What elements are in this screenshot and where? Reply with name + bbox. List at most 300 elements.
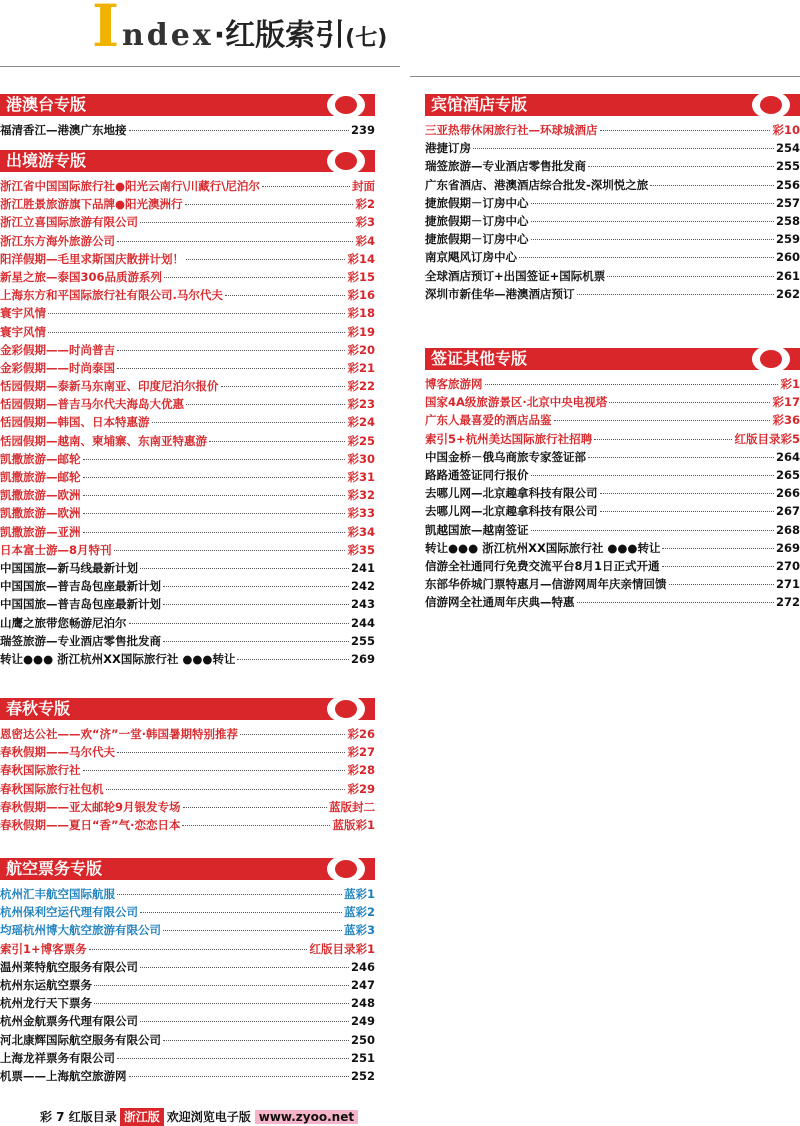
section-header [0,150,375,172]
entry-title: 凯撒旅游—欧洲 [0,506,81,521]
entry-title: 索引5+杭州美达国际旅行社招聘 [425,431,593,446]
red-dot-icon [760,96,782,114]
index-entry[interactable] [425,593,800,611]
dot-leader [600,511,774,512]
entry-title: 信游网全社通周年庆典—特惠 [425,595,575,610]
circle-icon [327,91,365,119]
entry-page: 彩16 [347,288,375,303]
entry-page: 262 [775,286,800,301]
entry-title: 凯撒旅游—邮轮 [0,470,81,484]
entry-page: 红版目录彩1 [309,941,375,956]
entry-title: 深圳市新佳华—港澳酒店预订 [425,286,575,301]
title-volume: (七) [345,26,388,51]
dot-leader [94,1003,349,1004]
entry-title: 转让●●● 浙江杭州XX国际旅行社 ●●●转让 [0,651,236,666]
title-dot: · [213,18,226,53]
entry-title: 南京飓风订房中心 [425,250,517,265]
entry-page: 250 [350,1032,375,1047]
index-entry[interactable] [0,903,375,921]
title-english: ndex [122,18,214,53]
entry-title: 凯越国旅—越南签证 [425,522,529,537]
entry-page: 彩20 [347,342,375,357]
index-entry[interactable] [425,502,800,520]
entry-title: 捷旅假期－订房中心 [425,195,529,210]
entry-page: 272 [775,595,800,610]
entry-title: 上海龙祥票务有限公司 [0,1050,115,1065]
dot-leader [237,659,349,660]
entry-title: 东部华侨城门票特惠月—信游网周年庆亲情回馈 [425,577,667,592]
entry-page: 蓝彩2 [343,905,375,920]
index-entry[interactable] [0,121,375,139]
entry-page: 彩23 [347,397,375,412]
index-entry[interactable] [0,614,375,632]
dot-leader [669,584,774,585]
entry-page: 彩15 [347,269,375,284]
header-rule-left [0,66,400,67]
entry-title: 浙江省中国国际旅行社●阳光云南行\川藏行\尼泊尔 [0,179,260,193]
dot-leader [588,457,774,458]
index-entry[interactable] [425,375,800,393]
entry-page: 彩28 [347,763,375,778]
entry-title: 凯撒旅游—欧洲 [0,488,81,503]
index-entry[interactable] [425,267,800,285]
entry-page: 彩25 [347,433,375,448]
dot-leader [117,894,342,895]
dot-leader [117,368,345,369]
entry-page: 247 [350,977,375,992]
index-entry[interactable] [0,559,375,577]
index-entry[interactable] [425,285,800,303]
dot-leader [140,222,353,223]
index-entry[interactable] [0,1012,375,1030]
dot-leader [140,912,342,913]
entry-page: 彩21 [347,360,375,375]
index-entry[interactable] [0,468,375,486]
entry-title: 恩密达公社——欢“济”一堂·韩国暑期特别推荐 [0,727,238,741]
index-entry[interactable] [425,466,800,484]
entry-page: 265 [775,467,800,482]
header-rule-right [410,76,800,77]
entry-page: 251 [350,1050,375,1065]
index-entry[interactable] [0,268,375,286]
index-entry[interactable] [425,230,800,248]
entry-page: 彩35 [347,542,375,557]
entry-title: 浙江胜景旅游旗下品牌●阳光澳洲行 [0,197,183,212]
footer-site-link[interactable]: www.zyoo.net [255,1110,358,1124]
entry-title: 恬园假期—普吉马尔代夫海岛大优惠 [0,397,184,412]
entry-page: 彩2 [355,197,375,212]
index-entry[interactable] [0,976,375,994]
entry-page: 239 [350,123,375,137]
section-title: 签证其他专版 [431,349,528,368]
dot-leader [262,186,350,187]
entry-page: 彩34 [347,524,375,539]
entry-page: 266 [775,486,800,501]
section-chunqiu [0,698,375,834]
index-entry[interactable] [425,539,800,557]
entry-page: 彩24 [347,415,375,430]
entry-page: 蓝版彩1 [332,817,375,832]
index-entry[interactable] [0,523,375,541]
dot-leader [83,770,346,771]
entry-page: 蓝彩3 [343,923,375,938]
red-dot-icon [335,96,357,114]
index-entry[interactable] [0,780,375,798]
dot-leader [519,257,774,258]
index-entry[interactable] [0,940,375,958]
entry-page: 259 [775,232,800,247]
section-qianzheng [425,348,800,611]
entry-page: 彩10 [772,123,800,137]
entry-title: 阳洋假期—毛里求斯国庆散拼计划！ [0,251,184,266]
entry-page: 268 [775,522,800,537]
entry-title: 信游全社通同行免费交流平台8月1日正式开通 [425,558,660,573]
entry-title: 广东人最喜爱的酒店品鉴 [425,413,552,428]
red-dot-icon [335,860,357,878]
index-entry[interactable] [425,557,800,575]
entry-title: 新星之旅—泰国306品质游系列 [0,269,163,284]
dot-leader [182,825,330,826]
entry-title: 瑞签旅游—专业酒店零售批发商 [425,159,586,174]
entry-title: 港捷订房 [425,141,471,156]
entry-title: 瑞签旅游—专业酒店零售批发商 [0,633,161,648]
dot-leader [48,332,345,333]
dot-leader [83,513,346,514]
dot-leader [140,568,349,569]
index-entry[interactable] [425,575,800,593]
entry-title: 凯撒旅游—邮轮 [0,451,81,466]
section-header [0,94,375,116]
index-entry[interactable] [0,413,375,431]
entry-page: 257 [775,195,800,210]
entry-page: 269 [350,651,375,666]
entry-title: 杭州保利空运代理有限公司 [0,905,138,920]
section-title: 出境游专版 [6,151,87,170]
dot-leader [83,477,346,478]
index-entry[interactable] [0,450,375,468]
page-title [122,18,387,57]
entry-page: 彩36 [772,413,800,428]
entry-title: 金彩假期——时尚泰国 [0,360,115,375]
red-dot-icon [335,152,357,170]
index-entry[interactable] [425,194,800,212]
index-entry[interactable] [0,885,375,903]
dot-leader [129,130,349,131]
index-entry[interactable] [0,377,375,395]
entry-title: 杭州汇丰航空国际航服 [0,887,115,901]
entry-title: 三亚热带休闲旅行社—环球城酒店 [425,123,598,137]
circle-icon [752,91,790,119]
entry-title: 福清香江—港澳广东地接 [0,123,127,137]
section-binguan [425,94,800,303]
entry-page: 蓝彩1 [343,887,375,901]
entry-page: 267 [775,504,800,519]
dot-leader [83,495,346,496]
dot-leader [607,276,774,277]
entry-title: 杭州金航票务代理有限公司 [0,1014,138,1029]
index-entry[interactable] [425,212,800,230]
index-entry[interactable] [0,761,375,779]
index-entry[interactable] [0,1067,375,1085]
index-entry[interactable] [0,504,375,522]
entry-title: 日本富士游—8月特刊 [0,542,112,557]
entry-page: 彩26 [347,727,375,741]
index-entry[interactable] [0,341,375,359]
section-header [0,858,375,880]
section-title: 春秋专版 [6,699,71,718]
entry-page: 彩18 [347,306,375,321]
circle-icon [752,345,790,373]
entry-page: 彩29 [347,781,375,796]
dot-leader [531,221,774,222]
entry-page: 彩31 [347,470,375,484]
red-dot-icon [760,350,782,368]
entry-page: 彩14 [347,251,375,266]
index-entry[interactable] [0,486,375,504]
index-entry[interactable] [0,359,375,377]
index-entry[interactable] [425,521,800,539]
entry-title: 捷旅假期－订房中心 [425,213,529,228]
entry-title: 春秋国际旅行社 [0,763,81,778]
index-entry[interactable] [0,1049,375,1067]
entry-page: 252 [350,1068,375,1083]
dot-leader [106,789,346,790]
entry-page: 彩3 [355,215,375,230]
dot-leader [163,586,349,587]
entry-title: 转让●●● 浙江杭州XX国际旅行社 ●●●转让 [425,540,661,555]
dot-leader [662,548,774,549]
entry-page: 彩1 [780,377,800,391]
entry-title: 凯撒旅游—亚洲 [0,524,81,539]
dot-leader [163,1040,349,1041]
dot-leader [577,294,774,295]
circle-icon [327,855,365,883]
entry-title: 均瑶杭州博大航空旅游有限公司 [0,923,161,938]
index-entry[interactable] [0,213,375,231]
index-entry[interactable] [0,577,375,595]
entry-title: 上海东方和平国际旅行社有限公司.马尔代夫 [0,288,223,303]
entry-page: 彩22 [347,379,375,394]
entry-page: 271 [775,577,800,592]
dot-leader [89,949,308,950]
index-entry[interactable] [0,650,375,668]
entry-page: 261 [775,268,800,283]
entry-page: 244 [350,615,375,630]
entry-title: 全球酒店预订+出国签证+国际机票 [425,268,606,283]
entry-page: 彩19 [347,324,375,339]
dot-leader [662,566,774,567]
section-header [0,698,375,720]
entry-title: 去哪儿网—北京趣拿科技有限公司 [425,504,598,519]
entry-title: 中国金桥－俄乌商旅专家签证部 [425,449,586,464]
entry-page: 256 [775,177,800,192]
entry-title: 国家4A级旅游景区·北京中央电视塔 [425,395,608,410]
dot-leader [588,166,774,167]
entry-page: 彩33 [347,506,375,521]
section-gangaotai [0,94,375,139]
index-entry[interactable] [425,393,800,411]
dot-leader [531,203,774,204]
entry-title: 恬园假期—越南、柬埔寨、东南亚特惠游 [0,433,207,448]
entry-title: 寰宇风情 [0,324,46,339]
index-entry[interactable] [425,139,800,157]
entry-page: 封面 [352,179,375,193]
index-entry[interactable] [425,484,800,502]
dot-leader [531,475,774,476]
dot-leader [117,752,345,753]
entry-page: 255 [350,633,375,648]
dot-leader [531,239,774,240]
entry-title: 浙江东方海外旅游公司 [0,233,115,248]
section-chujing [0,150,375,668]
entry-title: 中国国旅—新马线最新计划 [0,560,138,575]
dot-leader [164,277,345,278]
index-entry[interactable] [0,632,375,650]
section-header [425,94,800,116]
dot-leader [577,602,774,603]
entry-page: 260 [775,250,800,265]
index-entry[interactable] [425,448,800,466]
section-hangkong [0,858,375,1085]
entry-page: 彩30 [347,451,375,466]
dot-leader [152,422,346,423]
entry-page: 242 [350,579,375,594]
entry-title: 春秋国际旅行社包机 [0,781,104,796]
index-entry[interactable] [425,121,800,139]
index-entry[interactable] [425,157,800,175]
index-entry[interactable] [0,1031,375,1049]
dot-leader [117,241,353,242]
entry-page: 彩17 [772,395,800,410]
index-entry[interactable] [0,725,375,743]
index-entry[interactable] [0,304,375,322]
entry-page: 蓝版封二 [329,799,375,814]
index-entry[interactable] [0,994,375,1012]
dot-leader [600,493,774,494]
index-entry[interactable] [0,286,375,304]
index-entry[interactable] [0,921,375,939]
entry-title: 恬园假期—韩国、日本特惠游 [0,415,150,430]
dot-leader [114,550,346,551]
dot-leader [117,1058,349,1059]
entry-title: 去哪儿网—北京趣拿科技有限公司 [425,486,598,501]
entry-title: 杭州东运航空票务 [0,977,92,992]
entry-title: 路路通签证同行报价 [425,467,529,482]
entry-title: 恬园假期—泰新马东南亚、印度尼泊尔报价 [0,379,219,394]
index-entry[interactable] [0,177,375,195]
entry-title: 中国国旅—普吉岛包座最新计划 [0,579,161,594]
dot-leader [83,532,346,533]
dot-leader [117,350,345,351]
section-title: 宾馆酒店专版 [431,95,528,114]
footer-edition-tag: 浙江版 [120,1108,164,1126]
dot-leader [186,404,345,405]
dot-leader [209,441,345,442]
entry-page: 255 [775,159,800,174]
index-entry[interactable] [425,430,800,448]
index-entry[interactable] [0,232,375,250]
dot-leader [600,130,771,131]
entry-title: 温州莱特航空服务有限公司 [0,959,138,974]
entry-title: 寰宇风情 [0,306,46,321]
entry-title: 浙江立喜国际旅游有限公司 [0,215,138,230]
dot-leader [129,1076,349,1077]
dot-leader [531,530,774,531]
entry-title: 索引1+博客票务 [0,941,87,956]
entry-page: 彩4 [355,233,375,248]
index-entry[interactable] [0,395,375,413]
entry-title: 杭州龙行天下票务 [0,996,92,1011]
footer-invite: 欢迎浏览电子版 [166,1110,251,1124]
index-entry[interactable] [0,816,375,834]
dot-leader [163,930,342,931]
dot-leader [163,641,349,642]
dot-leader [485,384,779,385]
dot-leader [140,1021,349,1022]
index-entry[interactable] [0,798,375,816]
entry-title: 春秋假期——夏日“香”气·恋恋日本 [0,817,181,832]
entry-page: 彩27 [347,745,375,760]
footer-page-label: 彩 7 红版目录 [40,1110,117,1124]
entry-page: 264 [775,449,800,464]
entry-title: 广东省酒店、港澳酒店综合批发-深圳悦之旅 [425,177,649,192]
index-entry[interactable] [425,411,800,429]
entry-page: 258 [775,213,800,228]
index-entry[interactable] [0,958,375,976]
section-title: 航空票务专版 [6,859,103,878]
index-entry[interactable] [0,250,375,268]
dot-leader [225,295,346,296]
dot-leader [48,313,345,314]
entry-page: 246 [350,959,375,974]
dot-leader [473,148,774,149]
dot-leader [163,604,349,605]
index-entry[interactable] [0,595,375,613]
entry-page: 243 [350,597,375,612]
dot-leader [240,734,346,735]
dot-leader [183,807,327,808]
index-entry[interactable] [0,323,375,341]
entry-page: 269 [775,540,800,555]
circle-icon [327,695,365,723]
dot-leader [609,402,770,403]
entry-title: 金彩假期——时尚普吉 [0,342,115,357]
index-entry[interactable] [425,248,800,266]
circle-icon [327,147,365,175]
index-entry[interactable] [0,743,375,761]
index-entry[interactable] [425,176,800,194]
index-entry[interactable] [0,541,375,559]
page-footer [40,1108,358,1126]
index-big-letter: I [92,0,120,60]
dot-leader [185,204,354,205]
entry-page: 254 [775,141,800,156]
entry-page: 270 [775,558,800,573]
entry-title: 春秋假期——马尔代夫 [0,745,115,760]
entry-title: 中国国旅—普吉岛包座最新计划 [0,597,161,612]
dot-leader [594,439,732,440]
entry-title: 春秋假期——亚太邮轮9月银发专场 [0,799,181,814]
red-dot-icon [335,700,357,718]
entry-page: 彩32 [347,488,375,503]
index-entry[interactable] [0,432,375,450]
section-title: 港澳台专版 [6,95,87,114]
entry-title: 捷旅假期－订房中心 [425,232,529,247]
dot-leader [140,967,349,968]
dot-leader [650,185,774,186]
index-entry[interactable] [0,195,375,213]
entry-title: 博客旅游网 [425,377,483,391]
